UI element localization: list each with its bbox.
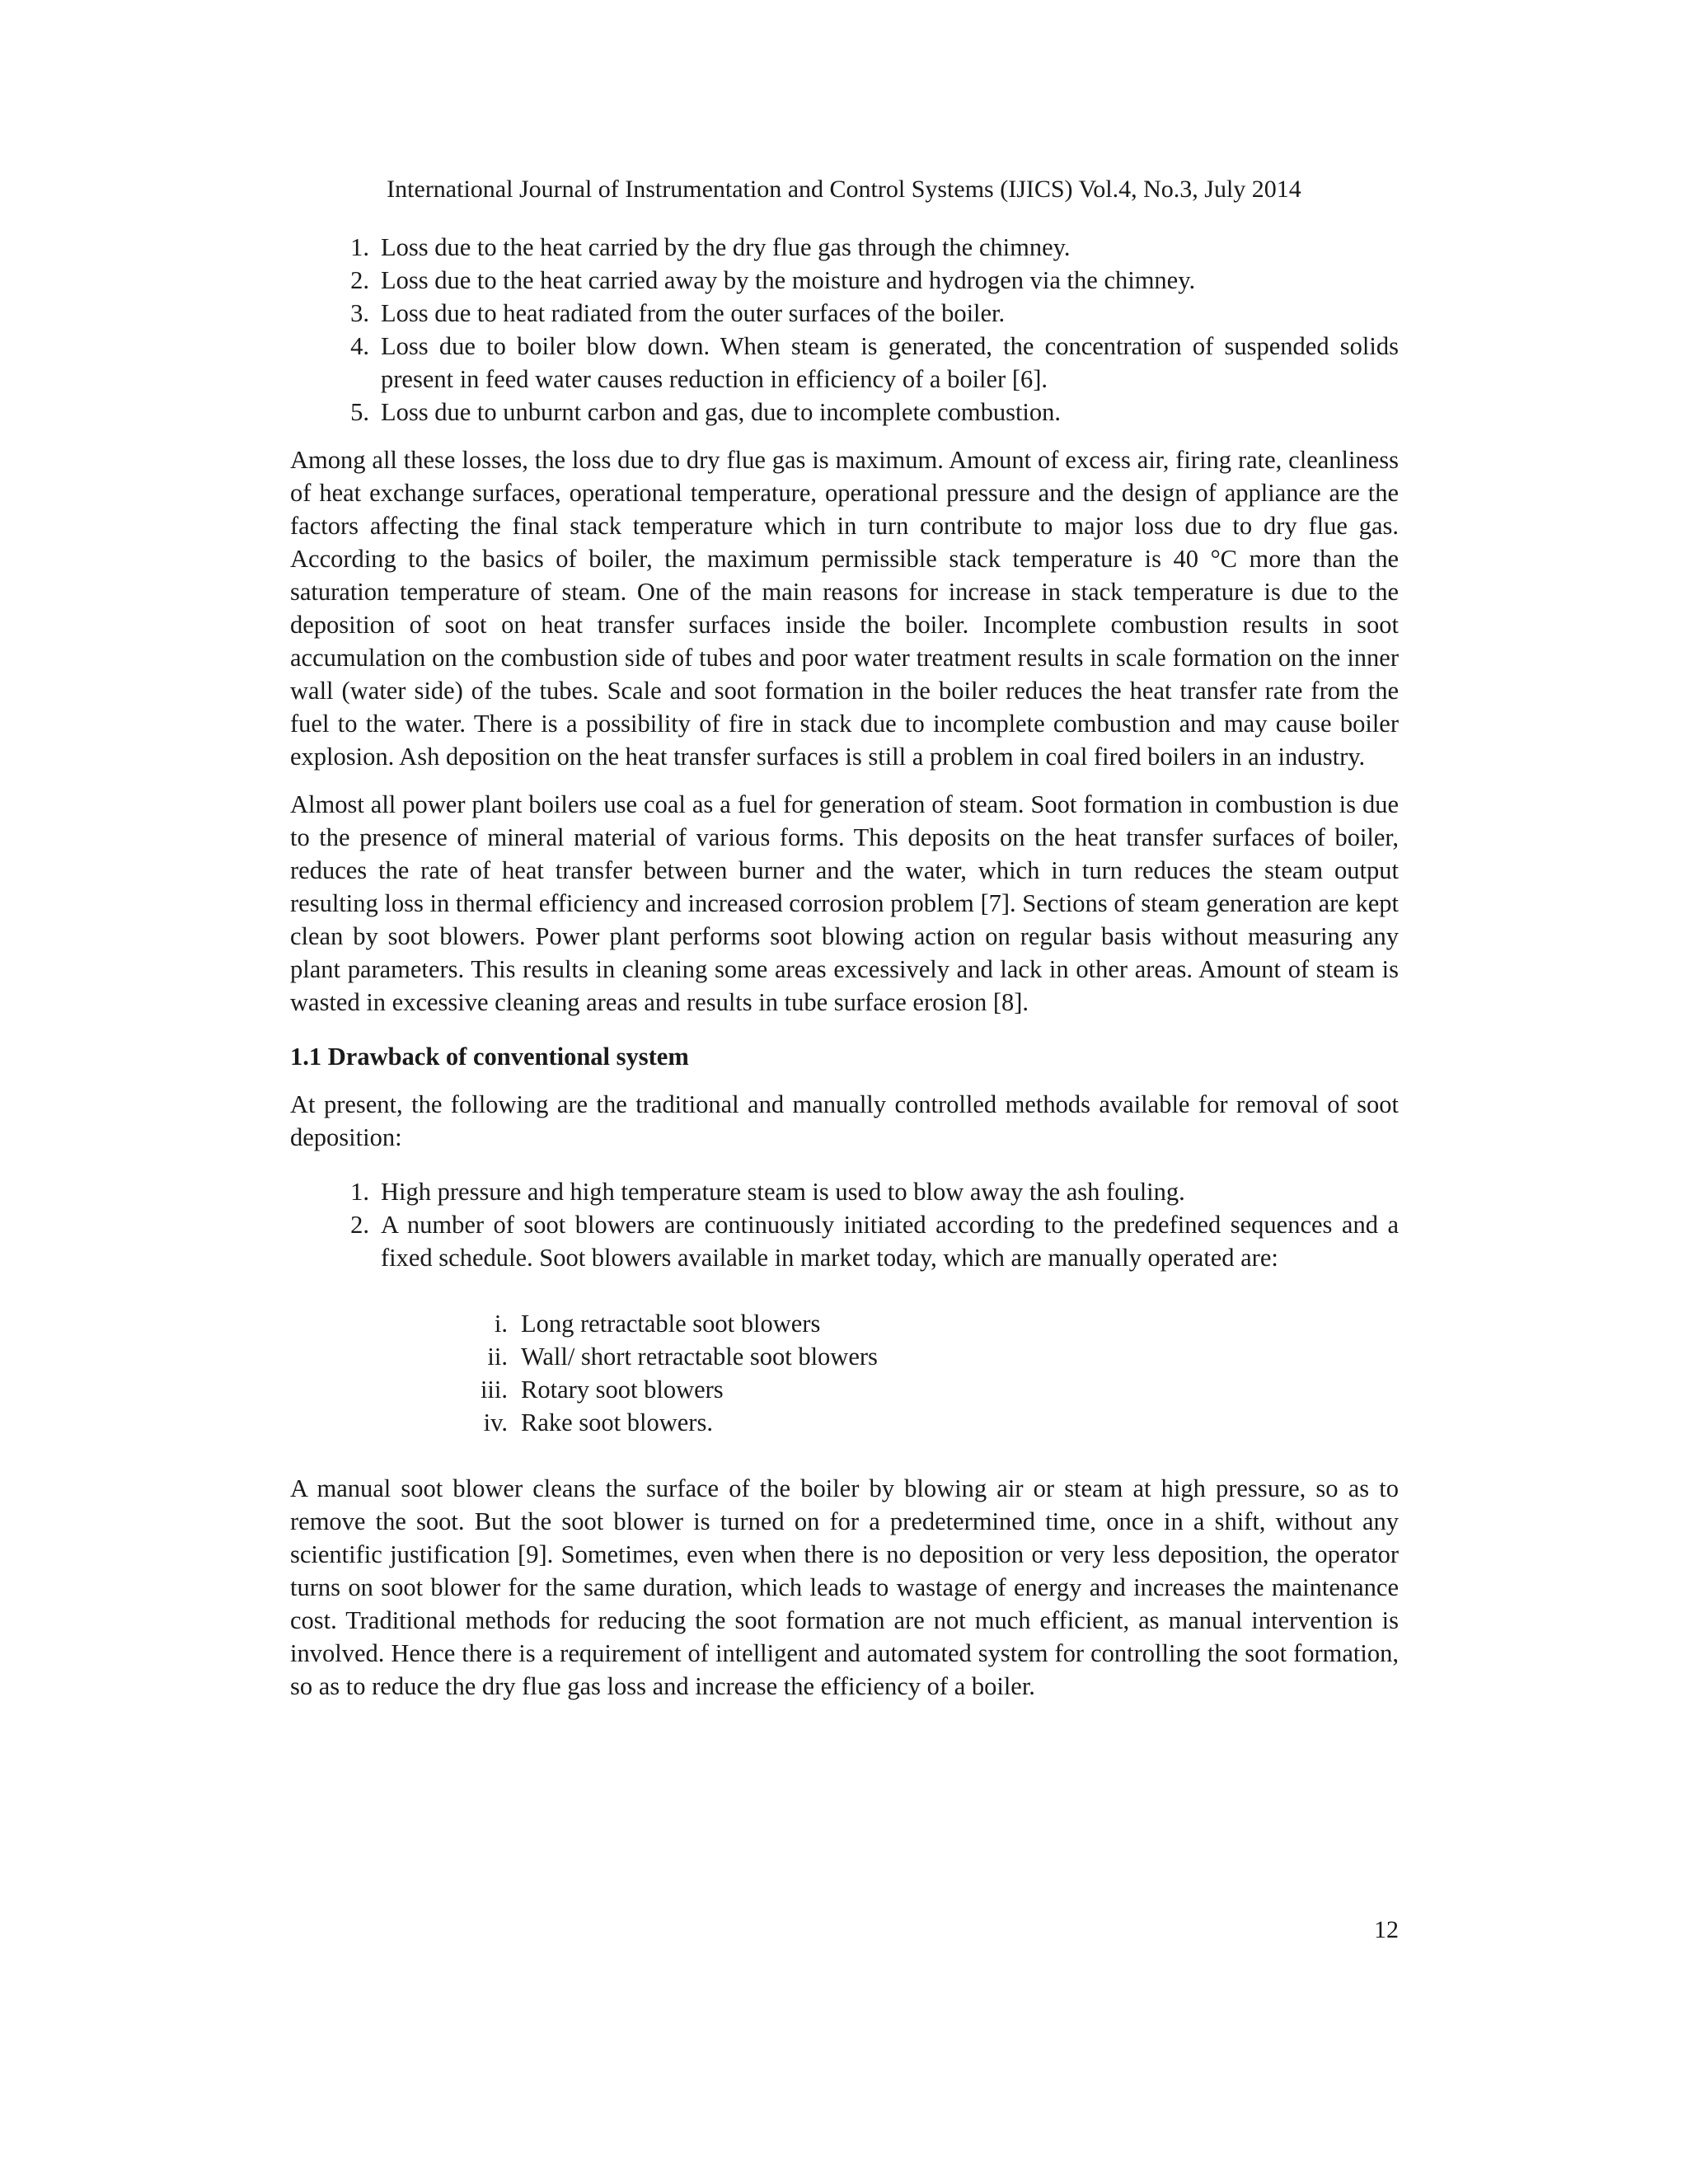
section-heading: 1.1 Drawback of conventional system [290, 1043, 689, 1071]
losses-list [290, 231, 1399, 429]
list-item: 5. Loss due to unburnt carbon and gas, due to incomplete combustion. [350, 398, 1062, 426]
paragraph-soot-formation: Almost all power plant boilers use coal as a fuel for generation of steam. Soot formation in combustion is due to the presence of mineral material of various forms. This deposits on the heat transfer surfaces of boiler, reduces the rate of heat transfer between burner and the water, which in turn reduces the steam output resulting loss in thermal efficiency and increased corrosion problem [7]. Sections of steam generation are kept clean by soot blowers. Power plant performs soot blowing action on regular basis without measuring any plant parameters. This results in cleaning some areas excessively and lack in other areas. Amount of steam is wasted in excessive cleaning areas and results in tube surface erosion [8]. [290, 790, 1399, 1016]
list-item: 1. High pressure and high temperature steam is used to blow away the ash fouling. [350, 1178, 1185, 1206]
page-number: 12 [1374, 1916, 1399, 1943]
list-item: 2. Loss due to the heat carried away by the moisture and hydrogen via the chimney. [350, 266, 1196, 294]
paragraph-manual-soot-blower: A manual soot blower cleans the surface of the boiler by blowing air or steam at high pressure, so as to remove the soot. But the soot blower is turned on for a predetermined time, once in a shift, without any scientific justification [9]. Sometimes, even when there is no deposition or very less deposition, the operator turns on soot blower for the same duration, which leads to wastage of energy and increases the maintenance cost. Traditional methods for reducing the soot formation are not much efficient, as manual intervention is involved. Hence there is a requirement of intelligent and automated system for controlling the soot formation, so as to reduce the dry flue gas loss and increase the efficiency of a boiler. [290, 1474, 1399, 1700]
running-header: International Journal of Instrumentation and Control Systems (IJICS) Vol.4, No.3, July 2014 [387, 176, 1301, 203]
methods-list [290, 1175, 1399, 1274]
list-item: ii. Wall/ short retractable soot blowers [487, 1343, 878, 1371]
list-item: 2. A number of soot blowers are continuously initiated according to the predefined sequences and a fixed schedule. Soot blowers available in market today, which are manually operated are: [350, 1211, 1399, 1272]
page-content [290, 231, 1399, 1703]
list-item: iv. Rake soot blowers. [483, 1408, 713, 1436]
paragraph-present-methods: At present, the following are the traditional and manually controlled methods available for removal of soot deposition: [290, 1090, 1399, 1151]
paragraph-dry-flue-gas: Among all these losses, the loss due to dry flue gas is maximum. Amount of excess air, firing rate, cleanliness of heat exchange surfaces, operational temperature, operational pressure and the design of appliance are the factors affecting the final stack temperature which in turn contribute to major loss due to dry flue gas. According to the basics of boiler, the maximum permissible stack temperature is 40 °C more than the saturation temperature of steam. One of the main reasons for increase in stack temperature is due to the deposition of soot on heat transfer surfaces inside the boiler. Incomplete combustion results in soot accumulation on the combustion side of tubes and poor water treatment results in scale formation on the inner wall (water side) of the tubes. Scale and soot formation in the boiler reduces the heat transfer rate from the fuel to the water. There is a possibility of fire in stack due to incomplete combustion and may cause boiler explosion. Ash deposition on the heat transfer surfaces is still a problem in coal fired boilers in an industry. [290, 446, 1399, 771]
list-item: 1. Loss due to the heat carried by the dry flue gas through the chimney. [350, 233, 1071, 261]
list-item: i. Long retractable soot blowers [494, 1310, 821, 1338]
list-item: 3. Loss due to heat radiated from the outer surfaces of the boiler. [350, 299, 1006, 327]
list-item: iii. Rotary soot blowers [480, 1376, 724, 1404]
blower-types-list [290, 1307, 1399, 1439]
list-item: 4. Loss due to boiler blow down. When steam is generated, the concentration of suspended solids present in feed water causes reduction in efficiency of a boiler [6]. [350, 332, 1399, 393]
